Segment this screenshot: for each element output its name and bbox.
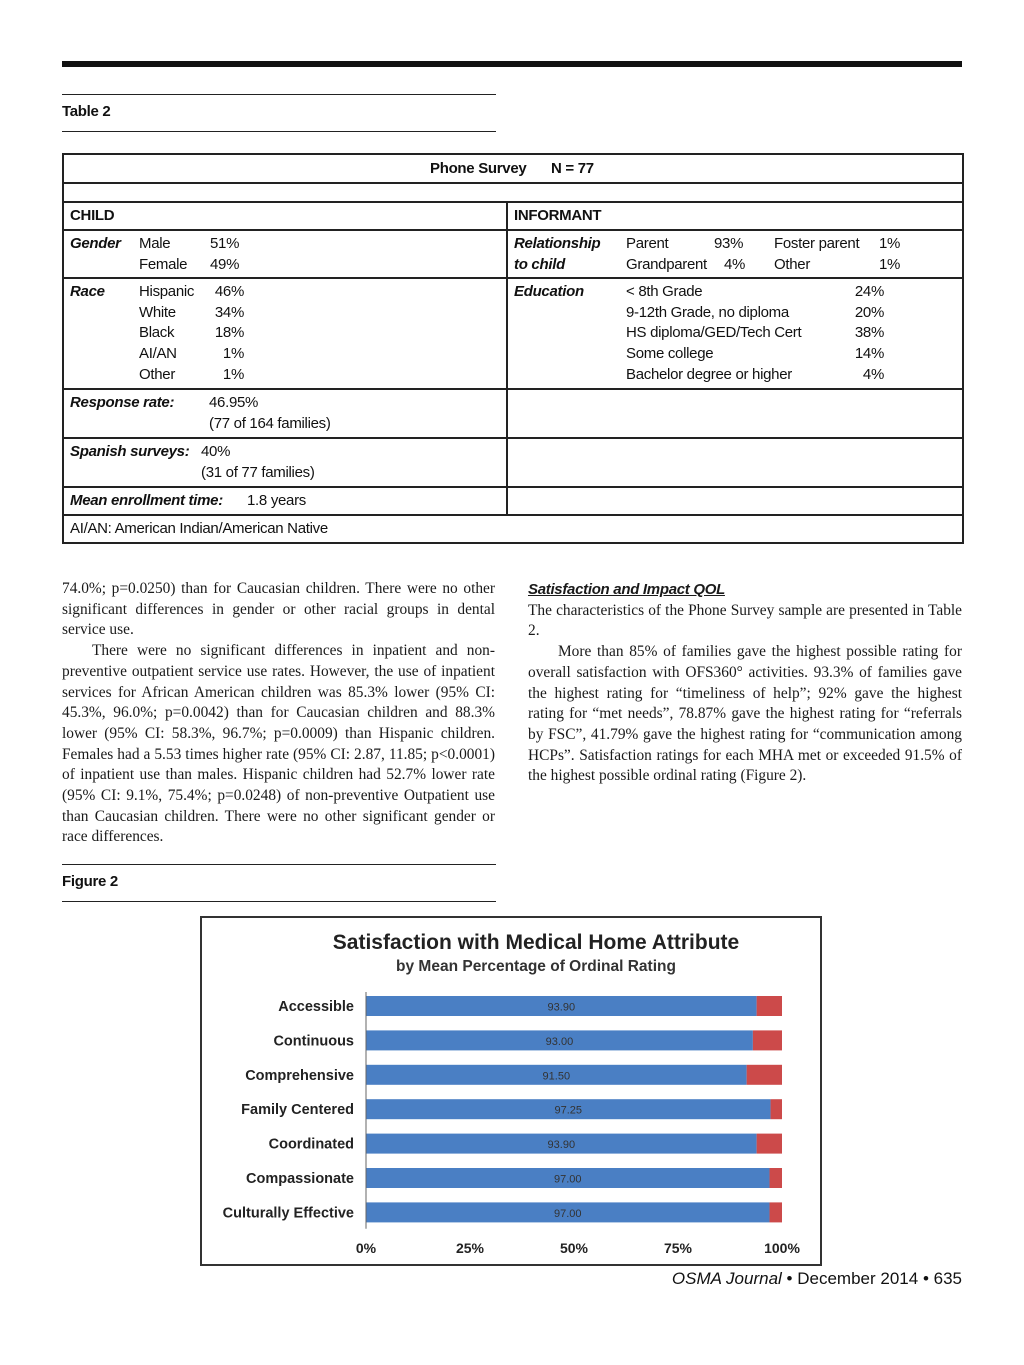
empty-cell [507,487,963,515]
informant-header: INFORMANT [514,207,602,224]
race-black: Black [139,324,175,342]
child-header: CHILD [70,207,115,224]
footnote-cell [63,515,963,543]
table-caption-box [62,94,496,132]
race-hispanic: Hispanic [139,283,195,300]
bar-remainder [770,1202,782,1222]
left-paragraph-2: There were no significant differences in inpatient and non-preventive outpatient service use rates. However, the use of inpatient services for African American children was 85.3% lower (95% CI: 45.3%, 96.0%; p=0.0042) than for Caucasian children and 88.3% lower (95% CI: 58.3%, 96.7%; p=0.0009) than Hispanic children. Females had a 5.53 times higher rate (95% CI: 2.87, 11.85; p<0.0001) of inpatient use than males. Hispanic children had 52.7% lower rate (95% CI: 9.1%, 75.4%; p=0.0248) of non-preventive Outpatient use than Caucasian children. There were no other significant gender or race differences. [62,642,495,846]
right-paragraph-2: More than 85% of families gave the highest possible rating for overall satisfaction with OFS360° activities. 93.3% of families gave the highest rating for “timeliness of help”; 92% gave the highest rating for “met needs”, 78.87% gave the highest rating for “referrals by FSC”, 41.79% gave the highest rating for “communication among HCPs”. Satisfaction ratings for each MHA met or exceeded 91.5% of the highest possible ordinal rating (Figure 2). [528,643,962,785]
category-label: Culturally Effective [222,1205,354,1222]
x-tick-label: 75% [663,1240,693,1256]
relationship-other: Other [774,255,811,273]
relationship-cell [507,230,963,278]
spanish-surveys-value: 40% [201,443,231,460]
mean-enrollment-label: Mean enrollment time: [70,492,223,509]
education-lt8-value: 24% [854,283,884,300]
survey-title-cell [63,154,963,183]
relationship-label-2: to child [514,255,565,273]
spanish-surveys-cell [63,438,507,487]
mean-enrollment-cell [63,487,507,515]
data-label: 97.00 [553,1173,582,1186]
race-aian: AI/AN [139,345,177,363]
chart-subtitle: by Mean Percentage of Ordinal Rating [396,958,676,975]
footer-page: 635 [933,1269,962,1288]
race-black-value: 18% [214,324,244,342]
gender-male: Male [139,235,171,252]
child-header-cell [63,202,507,230]
education-9-12-value: 20% [854,303,884,321]
relationship-grandparent: Grandparent [626,255,707,273]
relationship-grandparent-value: 4% [724,255,746,273]
chart-title: Satisfaction with Medical Home Attribute [332,931,740,954]
bar-remainder [771,1099,782,1119]
section-heading: Satisfaction and Impact QOL [528,581,725,598]
relationship-parent-value: 93% [714,235,744,252]
education-lt8: < 8th Grade [626,283,703,300]
empty-cell [507,438,963,487]
bar-remainder [757,996,782,1016]
category-label: Family Centered [241,1102,354,1119]
top-rule [62,61,962,67]
data-label: 93.00 [545,1035,574,1048]
response-rate-value: 46.95% [209,394,259,411]
spacer-row [63,183,963,202]
education-9-12: 9-12th Grade, no diploma [626,303,789,321]
gender-male-value: 51% [210,235,240,252]
category-label: Coordinated [268,1136,354,1153]
mean-enrollment-value: 1.8 years [247,492,306,509]
education-hs: HS diploma/GED/Tech Cert [626,324,802,342]
category-label: Accessible [278,999,354,1015]
data-label: 93.90 [547,1139,576,1152]
left-column [62,579,495,848]
race-label: Race [70,283,105,300]
survey-title: Phone Survey [430,160,527,177]
relationship-other-value: 1% [879,255,901,273]
relationship-parent: Parent [626,235,669,252]
figure-caption: Figure 2 [62,873,118,890]
right-column [528,580,962,787]
survey-n: N = 77 [551,160,594,177]
education-some-college-value: 14% [854,345,884,363]
footer-journal: OSMA Journal [671,1269,782,1288]
bar-remainder [770,1168,782,1188]
category-label: Comprehensive [245,1067,354,1084]
spanish-surveys-label: Spanish surveys: [70,443,190,460]
race-white-value: 34% [214,303,244,321]
footer-date: December 2014 [797,1269,919,1288]
relationship-foster-value: 1% [879,235,901,252]
x-tick-label: 50% [559,1240,589,1256]
data-label: 97.25 [554,1104,583,1117]
race-other: Other [139,365,176,383]
table-footnote: AI/AN: American Indian/American Native [70,520,328,537]
education-some-college: Some college [626,345,714,363]
data-label: 93.90 [547,1001,576,1014]
race-hispanic-value: 46% [214,283,244,300]
relationship-label-1: Relationship [514,235,601,252]
education-cell [507,278,963,389]
informant-header-cell [507,202,963,230]
gender-label: Gender [70,235,121,252]
relationship-foster: Foster parent [774,235,860,252]
bar-chart [202,918,820,1264]
education-bachelor: Bachelor degree or higher [626,365,792,383]
gender-cell [63,230,507,278]
bar-remainder [753,1030,782,1050]
x-tick-label: 0% [355,1240,377,1256]
race-aian-value: 1% [222,345,244,363]
response-rate-detail: (77 of 164 families) [209,414,331,432]
figure-caption-box [62,864,496,902]
x-tick-label: 25% [455,1240,485,1256]
phone-survey-table [62,153,964,544]
education-hs-value: 38% [854,324,884,342]
education-bachelor-value: 4% [862,365,884,383]
data-label: 91.50 [542,1070,571,1083]
race-other-value: 1% [222,365,244,383]
left-paragraph-1: 74.0%; p=0.0250) than for Caucasian children. There were no other significant differences in gender or other racial groups in dental service use. [62,580,495,639]
category-label: Continuous [273,1033,354,1050]
gender-female-value: 49% [210,255,240,273]
bar-remainder [747,1065,782,1085]
category-label: Compassionate [246,1171,354,1187]
response-rate-cell [63,389,507,438]
empty-cell [507,389,963,438]
race-cell [63,278,507,389]
gender-female: Female [139,255,188,273]
x-tick-label: 100% [764,1240,800,1256]
bar-remainder [757,1134,782,1154]
figure-2-chart [200,916,822,1266]
table-caption: Table 2 [62,103,111,120]
race-white: White [139,303,176,321]
spanish-surveys-detail: (31 of 77 families) [201,463,315,481]
data-label: 97.00 [553,1207,582,1220]
right-paragraph-1: The characteristics of the Phone Survey sample are presented in Table 2. [528,601,962,640]
response-rate-label: Response rate: [70,394,175,411]
education-label: Education [514,283,584,300]
page-footer: OSMA Journal • December 2014 • 635 [671,1269,962,1288]
